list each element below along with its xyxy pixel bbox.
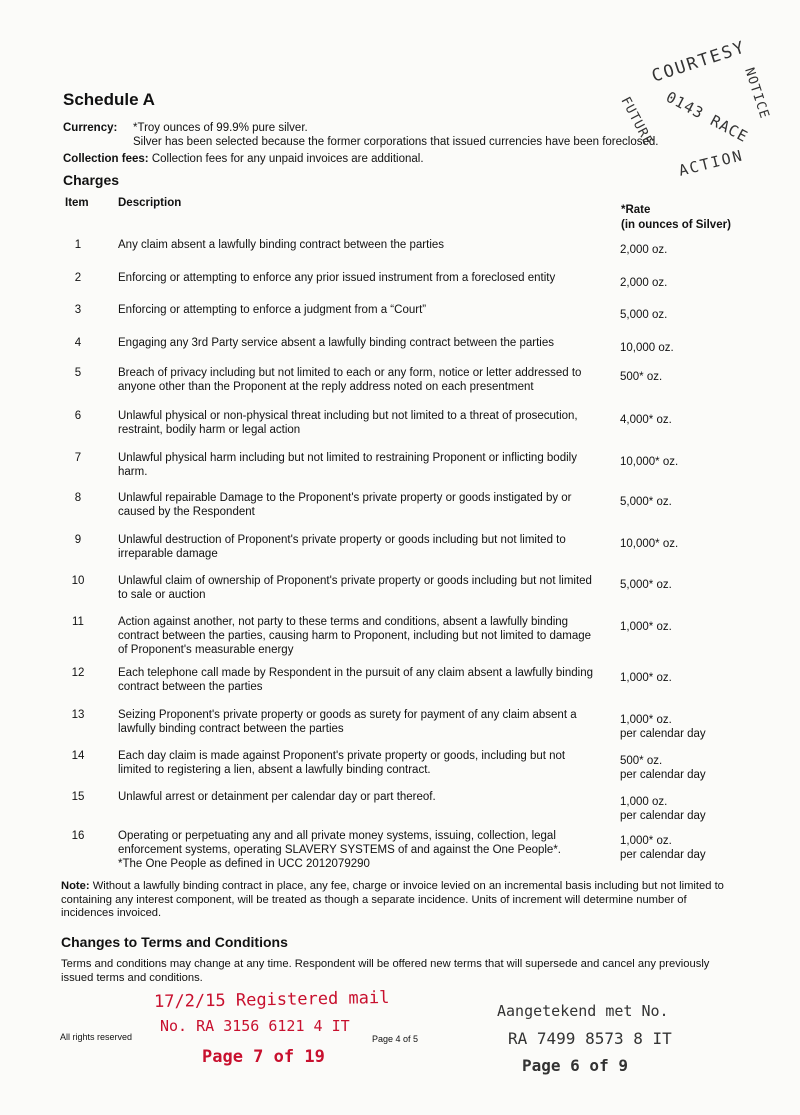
- charges-heading: Charges: [63, 172, 120, 188]
- note-label: Note:: [61, 880, 90, 892]
- row-item-number: 3: [74, 304, 82, 316]
- row-rate-amount: 1,000* oz.: [620, 621, 672, 633]
- courtesy-notice-stamp: [612, 30, 792, 190]
- row-rate-amount: 5,000 oz.: [620, 309, 668, 321]
- row-item-number: 11: [72, 616, 84, 628]
- row-description: Unlawful claim of ownership of Proponent's private property or goods including but not limited to sale or auction: [118, 575, 592, 601]
- header-rate-line-2: (in ounces of Silver): [621, 219, 731, 231]
- row-rate: [620, 620, 760, 634]
- row-description: Any claim absent a lawfully binding contract between the parties: [118, 239, 445, 251]
- row-rate: [620, 754, 760, 782]
- terms-heading: Changes to Terms and Conditions: [61, 934, 288, 950]
- row-description: Operating or perpetuating any and all private money systems, issuing, collection, legal enforcement systems, operating SLAVERY SYSTEMS of and against the One People*. *The One People as defined in UCC 2012079290: [118, 830, 561, 870]
- row-item-number: 13: [71, 709, 85, 721]
- row-rate: [620, 578, 760, 592]
- row-item-number: 4: [74, 337, 82, 349]
- note-paragraph: [61, 880, 726, 921]
- aangetekend-stamp-line-2: RA 7499 8573 8 IT: [508, 1029, 672, 1048]
- row-rate: [620, 370, 760, 384]
- row-rate-amount: 1,000 oz.: [620, 796, 668, 808]
- row-rate: [620, 495, 760, 509]
- row-rate: [620, 713, 760, 741]
- row-rate-amount: 1,000* oz.: [620, 672, 672, 684]
- row-rate: [620, 795, 760, 823]
- registered-mail-stamp-line-2: No. RA 3156 6121 4 IT: [160, 1017, 350, 1035]
- row-description: Unlawful physical harm including but not limited to restraining Proponent or inflicting bodily harm.: [118, 452, 577, 478]
- row-description: Unlawful destruction of Proponent's private property or goods including but not limited to irreparable damage: [118, 534, 566, 560]
- header-rate: [621, 203, 731, 233]
- row-item-number: 9: [74, 534, 82, 546]
- row-rate: [620, 455, 760, 469]
- row-rate-amount: 4,000* oz.: [620, 414, 672, 426]
- row-rate-period: per calendar day: [620, 810, 706, 822]
- row-item-number: 2: [74, 272, 82, 284]
- row-rate-amount: 1,000* oz.: [620, 835, 672, 847]
- row-rate-amount: 10,000* oz.: [620, 538, 679, 550]
- row-rate: [620, 413, 760, 427]
- row-description: Unlawful physical or non-physical threat including but not limited to a threat of prosecution, restraint, bodily harm or legal action: [118, 410, 578, 436]
- rights-text: All rights reserved: [60, 1032, 133, 1042]
- collection-text: Collection fees for any unpaid invoices are additional.: [151, 153, 424, 165]
- header-description: Description: [118, 197, 182, 209]
- row-description: Breach of privacy including but not limited to each or any form, notice or letter addressed to anyone other than the Proponent at the reply address noted on each presentment: [118, 367, 582, 393]
- row-rate-amount: 10,000 oz.: [620, 342, 674, 354]
- stamp-top-line-3: 0143 RACE: [663, 87, 752, 147]
- row-rate-period: per calendar day: [620, 728, 706, 740]
- header-item: Item: [65, 197, 89, 209]
- row-item-number: 10: [71, 575, 85, 587]
- stamp-top-line-1: COURTESY: [649, 37, 749, 87]
- row-rate-amount: 500* oz.: [620, 755, 663, 767]
- stamp-top-line-4: FUTURE: [617, 94, 656, 149]
- row-rate-amount: 10,000* oz.: [620, 456, 679, 468]
- row-rate-amount: 5,000* oz.: [620, 579, 672, 591]
- row-rate-amount: 2,000 oz.: [620, 277, 668, 289]
- row-description: Enforcing or attempting to enforce any prior issued instrument from a foreclosed entity: [118, 272, 556, 284]
- collection-section: [63, 152, 424, 166]
- row-rate-amount: 5,000* oz.: [620, 496, 672, 508]
- aangetekend-stamp-line-1: Aangetekend met No.: [497, 1002, 669, 1020]
- row-rate-period: per calendar day: [620, 849, 706, 861]
- row-rate: [620, 276, 760, 290]
- row-item-number: 7: [74, 452, 82, 464]
- row-rate-amount: 2,000 oz.: [620, 244, 668, 256]
- terms-text: Terms and conditions may change at any time. Respondent will be offered new terms that will supersede and cancel any previously issued terms and conditions.: [61, 958, 710, 984]
- row-rate: [620, 341, 760, 355]
- collection-label: Collection fees:: [63, 153, 149, 165]
- row-description: Unlawful arrest or detainment per calendar day or part thereof.: [118, 791, 436, 803]
- header-rate-line-1: *Rate: [621, 204, 651, 216]
- row-description: Each telephone call made by Respondent in the pursuit of any claim absent a lawfully binding contract between the parties: [118, 667, 593, 693]
- row-item-number: 5: [74, 367, 82, 379]
- stamp-top-line-5: ACTION: [676, 146, 746, 180]
- row-description: Engaging any 3rd Party service absent a lawfully binding contract between the parties: [118, 337, 554, 349]
- row-rate-amount: 500* oz.: [620, 371, 663, 383]
- row-item-number: 8: [74, 492, 82, 504]
- row-item-number: 6: [74, 410, 82, 422]
- row-description: Enforcing or attempting to enforce a judgment from a “Court”: [118, 304, 427, 316]
- row-rate: [620, 308, 760, 322]
- row-item-number: 1: [74, 239, 82, 251]
- registered-mail-stamp-line-1: 17/2/15 Registered mail: [153, 987, 390, 1013]
- row-description: Seizing Proponent's private property or goods as surety for payment of any claim absent a lawfully binding contract between the parties: [118, 709, 577, 735]
- registered-mail-stamp-line-3: Page 7 of 19: [202, 1047, 325, 1067]
- row-rate: [620, 243, 760, 257]
- aangetekend-stamp-line-3: Page 6 of 9: [522, 1056, 628, 1075]
- currency-line-2: Silver has been selected because the former corporations that issued currencies have been foreclosed.: [133, 136, 659, 148]
- stamp-top-line-2: NOTICE: [741, 65, 772, 122]
- row-rate: [620, 671, 760, 685]
- currency-label: Currency:: [63, 122, 118, 134]
- row-rate-amount: 1,000* oz.: [620, 714, 672, 726]
- page-title: Schedule A: [63, 90, 155, 109]
- row-item-number: 14: [71, 750, 85, 762]
- currency-line-1: *Troy ounces of 99.9% pure silver.: [133, 122, 308, 134]
- row-item-number: 15: [71, 791, 85, 803]
- row-description: Action against another, not party to these terms and conditions, absent a lawfully binding contract between the parties, causing harm to Proponent, including but not limited to damage of Proponent's measurable energy: [118, 616, 592, 656]
- row-rate: [620, 834, 760, 862]
- note-text: Without a lawfully binding contract in place, any fee, charge or invoice levied on an incremental basis including but not limited to containing any interest component, will be treated as though a separate incidence. Units of increment will determine number of incidences invoiced.: [61, 880, 724, 919]
- row-item-number: 12: [71, 667, 85, 679]
- row-description: Unlawful repairable Damage to the Proponent's private property or goods instigated by or caused by the Respondent: [118, 492, 572, 518]
- row-item-number: 16: [71, 830, 85, 842]
- row-rate: [620, 537, 760, 551]
- row-description: Each day claim is made against Proponent's private property or goods, including but not limited to registering a lien, absent a lawfully binding contract.: [118, 750, 566, 776]
- page-number: Page 4 of 5: [372, 1034, 419, 1044]
- currency-section: [63, 121, 117, 135]
- row-rate-period: per calendar day: [620, 769, 706, 781]
